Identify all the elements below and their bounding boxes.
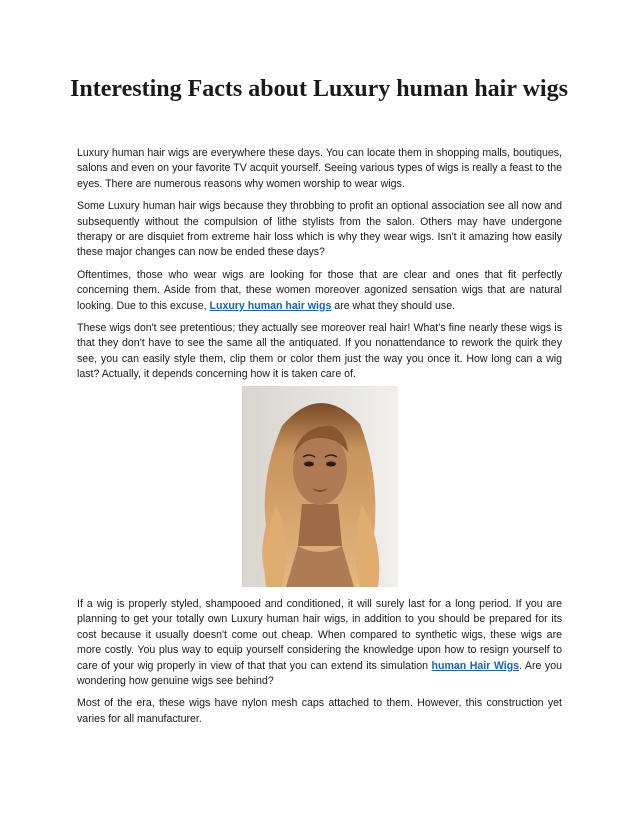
paragraph-4: These wigs don't see pretentious; they actually see moreover real hair! What's fine nearly these wigs is that they don't have to see the same all the antiquated. If you nonattendance to rework the quirk they see, you can easily style them, clip them or color them just the way you once it. How long can a wig last? Actually, it depends concerning how it is taken care of. [77, 322, 562, 381]
document-title: Interesting Facts about Luxury human hair wigs [70, 76, 568, 102]
paragraph-1: Luxury human hair wigs are everywhere these days. You can locate them in shopping malls, boutiques, salons and even on your favorite TV acquit yourself. Seeing various types of wigs is really a feast to the eyes. There are numerous reasons why women worship to wear wigs. [77, 147, 562, 190]
luxury-human-hair-wigs-link[interactable]: Luxury human hair wigs [209, 299, 332, 312]
paragraph-5-text-before: If a wig is properly styled, shampooed and conditioned, it will surely last for a long period. If you are planning to get your totally own Luxury human hair wigs, in addition to you should be prepared for its cost because it usually doesn't come out cheap. When compared to synthetic wigs, these wigs are more costly. You plus way to equip yourself considering the knowledge upon how to resign yourself to care of your wig properly in view of that that you can extend its simulation [77, 598, 562, 672]
paragraph-5-text-after: . Are you wondering how genuine wigs see behind? [77, 659, 562, 688]
body-text-top [77, 146, 562, 390]
paragraph-3 [77, 268, 562, 314]
paragraph-3-text-after: are what they should use. [331, 299, 456, 312]
paragraph-2: Some Luxury human hair wigs because they throbbing to profit an optional association see all now and subsequently without the compulsion of lithe stylists from the salon. Others may have undergone therapy or are disquiet from extreme hair loss which is why they wear wigs. Isn't it amazing how easily these major changes can now be ended these days? [77, 200, 562, 259]
human-hair-wigs-link[interactable]: human Hair Wigs [431, 659, 520, 672]
body-text-bottom [77, 597, 562, 734]
wig-model-photo-illustration [242, 386, 398, 587]
paragraph-3-text-before: Oftentimes, those who wear wigs are looking for those that are clear and ones that fit perfectly concerning them. Aside from that, these women moreover agonized sensation wigs that are natural looking. Due to this excuse, [77, 268, 562, 312]
paragraph-5 [77, 597, 562, 689]
paragraph-6: Most of the era, these wigs have nylon mesh caps attached to them. However, this construction yet varies for all manufacturer. [77, 697, 562, 725]
wig-model-photo [242, 386, 398, 587]
